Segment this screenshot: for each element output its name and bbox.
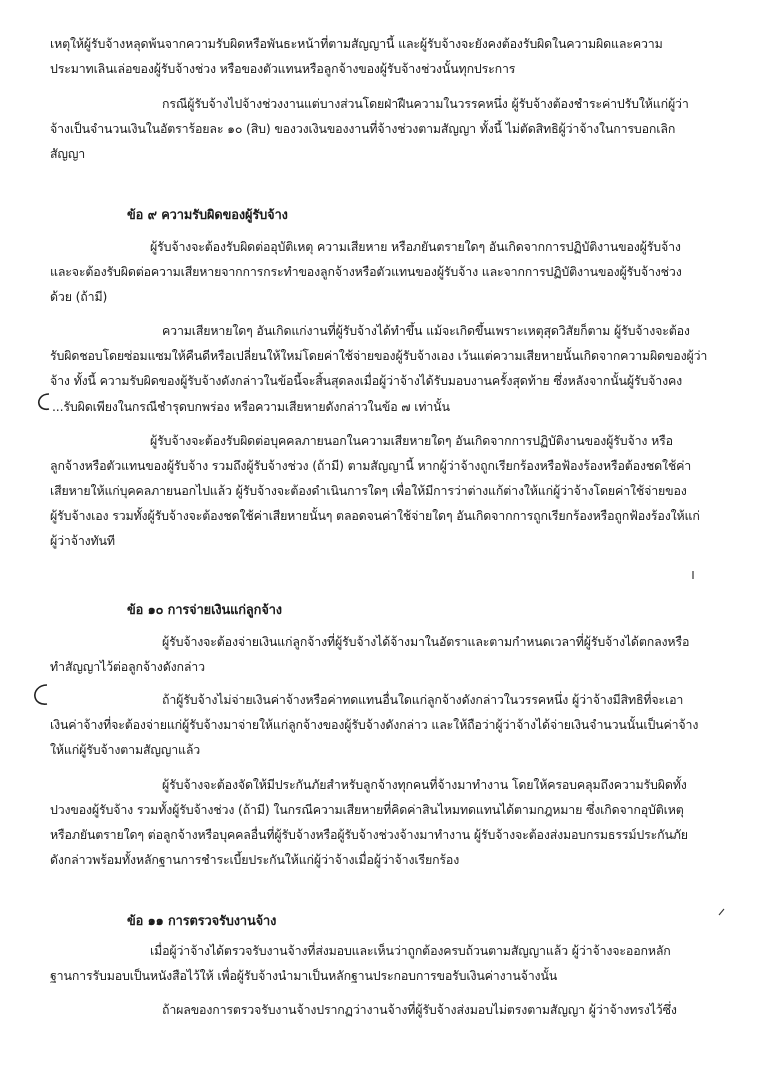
punch-hole-mark — [32, 683, 50, 707]
section-heading: ข้อ ๙ ความรับผิดของผู้รับจ้าง — [127, 208, 288, 223]
section-heading: ข้อ ๑๑ การตรวจรับงานจ้าง — [127, 914, 277, 929]
body-line: หรือภยันตรายใดๆ ต่อลูกจ้างหรือบุคคลอื่นที่ผู้รับจ้างหรือผู้รับจ้างช่วงจ้างมาทำงาน ผู้รับจ้างจะต้องส่งมอบกรมธรรม์ประกันภัย — [50, 827, 688, 842]
body-line: ถ้าผลของการตรวจรับงานจ้างปรากฏว่างานจ้างที่ผู้รับจ้างส่งมอบไม่ตรงตามสัญญา ผู้ว่าจ้างทรงไว้ซึ่ง — [162, 1002, 677, 1017]
body-line: ฐานการรับมอบเป็นหนังสือไว้ให้ เพื่อผู้รับจ้างนำมาเป็นหลักฐานประกอบการขอรับเงินค่างานจ้างนั้น — [50, 968, 558, 983]
body-line: ด้วย (ถ้ามี) — [50, 289, 108, 304]
body-line: ผู้รับจ้างจะต้องจัดให้มีประกันภัยสำหรับลูกจ้างทุกคนที่จ้างมาทำงาน โดยให้ครอบคลุมถึงความรับผิดทั้ง — [162, 777, 687, 792]
body-line: สัญญา — [50, 146, 86, 161]
body-line: ประมาทเลินเล่อของผู้รับจ้างช่วง หรือของตัวแทนหรือลูกจ้างของผู้รับจ้างช่วงนั้นทุกประการ — [50, 61, 516, 76]
body-line: ผู้ว่าจ้างทันที — [50, 533, 115, 548]
punch-hole-mark — [36, 392, 52, 412]
body-line: รับผิดชอบโดยซ่อมแซมให้คืนดีหรือเปลี่ยนให้ใหม่โดยค่าใช้จ่ายของผู้รับจ้างเอง เว้นแต่ความเสียหายนั้นเกิดจากความผิดของผู้ว่า — [50, 348, 708, 363]
body-line: เหตุให้ผู้รับจ้างหลุดพ้นจากความรับผิดหรือพันธะหน้าที่ตามสัญญานี้ และผู้รับจ้างจะยังคงต้องรับผิดในความผิดและความ — [50, 36, 663, 51]
body-line: ผู้รับจ้างจะต้องรับผิดต่อบุคคลภายนอกในความเสียหายใดๆ อันเกิดจากการปฏิบัติงานของผู้รับจ้าง หรือ — [150, 433, 673, 448]
body-line: ถ้าผู้รับจ้างไม่จ่ายเงินค่าจ้างหรือค่าทดแทนอื่นใดแก่ลูกจ้างดังกล่าวในวรรคหนึ่ง ผู้ว่าจ้างมีสิทธิที่จะเอา — [162, 692, 684, 707]
speck-mark — [718, 908, 726, 916]
body-line: ...รับผิดเพียงในกรณีชำรุดบกพร่อง หรือความเสียหายดังกล่าวในข้อ ๗ เท่านั้น — [52, 399, 450, 414]
body-line: ความเสียหายใดๆ อันเกิดแก่งานที่ผู้รับจ้างได้ทำขึ้น แม้จะเกิดขึ้นเพราะเหตุสุดวิสัยก็ตาม ผู้รับจ้างจะต้อง — [162, 323, 690, 338]
body-line: ผู้รับจ้างเอง รวมทั้งผู้รับจ้างจะต้องชดใช้ค่าเสียหายนั้นๆ ตลอดจนค่าใช้จ่ายใดๆ อันเกิดจากการถูกเรียกร้องหรือถูกฟ้องร้องให้แก่ — [50, 508, 700, 523]
speck-mark — [690, 570, 696, 580]
body-line: กรณีผู้รับจ้างไปจ้างช่วงงานแต่บางส่วนโดยฝ่าฝืนความในวรรคหนึ่ง ผู้รับจ้างต้องชำระค่าปรับให้แก่ผู้ว่า — [162, 96, 689, 111]
body-line: เงินค่าจ้างที่จะต้องจ่ายแก่ผู้รับจ้างมาจ่ายให้แก่ลูกจ้างของผู้รับจ้างดังกล่าว และให้ถือว่าผู้ว่าจ้างได้จ่ายเงินจำนวนนั้นเป็นค่าจ้าง — [50, 717, 699, 732]
body-line: เสียหายให้แก่บุคคลภายนอกไปแล้ว ผู้รับจ้างจะต้องดำเนินการใดๆ เพื่อให้มีการว่าต่างแก้ต่างให้แก่ผู้ว่าจ้างโดยค่าใช้จ่ายของ — [50, 483, 687, 498]
body-line: เมื่อผู้ว่าจ้างได้ตรวจรับงานจ้างที่ส่งมอบและเห็นว่าถูกต้องครบถ้วนตามสัญญาแล้ว ผู้ว่าจ้างจะออกหลัก — [150, 943, 671, 958]
body-line: ให้แก่ผู้รับจ้างตามสัญญาแล้ว — [50, 742, 201, 757]
body-line: ดังกล่าวพร้อมทั้งหลักฐานการชำระเบี้ยประกันให้แก่ผู้ว่าจ้างเมื่อผู้ว่าจ้างเรียกร้อง — [50, 852, 460, 867]
body-line: ลูกจ้างหรือตัวแทนของผู้รับจ้าง รวมถึงผู้รับจ้างช่วง (ถ้ามี) ตามสัญญานี้ หากผู้ว่าจ้างถูกเรียกร้องหรือฟ้องร้องหรือต้องชดใช้ค่า — [50, 458, 692, 473]
body-line: ปวงของผู้รับจ้าง รวมทั้งผู้รับจ้างช่วง (ถ้ามี) ในกรณีความเสียหายที่คิดค่าสินไหมทดแทนได้ตามกฎหมาย ซึ่งเกิดจากอุบัติเหตุ — [50, 802, 684, 817]
body-line: จ้าง ทั้งนี้ ความรับผิดของผู้รับจ้างดังกล่าวในข้อนี้จะสิ้นสุดลงเมื่อผู้ว่าจ้างได้รับมอบงานครั้งสุดท้าย ซึ่งหลังจากนั้นผู้รับจ้างคง — [50, 373, 683, 388]
body-line: ผู้รับจ้างจะต้องรับผิดต่ออุบัติเหตุ ความเสียหาย หรือภยันตรายใดๆ อันเกิดจากการปฏิบัติงานของผู้รับจ้าง — [150, 239, 681, 254]
body-line: และจะต้องรับผิดต่อความเสียหายจากการกระทำของลูกจ้างหรือตัวแทนของผู้รับจ้าง และจากการปฏิบัติงานของผู้รับจ้างช่วง — [50, 264, 682, 279]
body-line: ผู้รับจ้างจะต้องจ่ายเงินแก่ลูกจ้างที่ผู้รับจ้างได้จ้างมาในอัตราและตามกำหนดเวลาที่ผู้รับจ้างได้ตกลงหรือ — [162, 634, 690, 649]
body-line: ทำสัญญาไว้ต่อลูกจ้างดังกล่าว — [50, 659, 205, 674]
section-heading: ข้อ ๑๐ การจ่ายเงินแก่ลูกจ้าง — [127, 603, 282, 618]
body-line: จ้างเป็นจำนวนเงินในอัตราร้อยละ ๑๐ (สิบ) ของวงเงินของงานที่จ้างช่วงตามสัญญา ทั้งนี้ ไม่ตัดสิทธิผู้ว่าจ้างในการบอกเลิก — [50, 121, 676, 136]
